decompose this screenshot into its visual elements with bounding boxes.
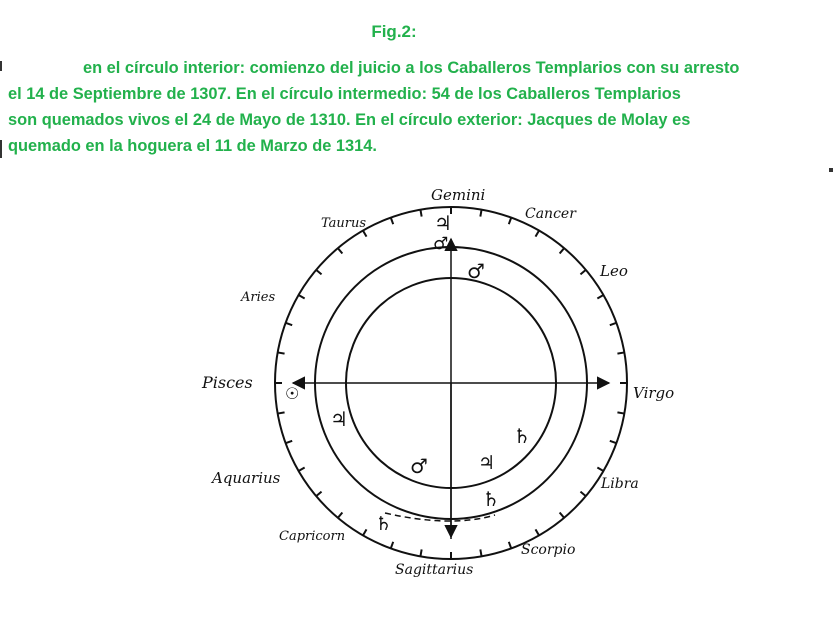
- outer-tick: [560, 512, 564, 517]
- outer-tick: [480, 549, 481, 556]
- sign-aquarius: Aquarius: [212, 469, 281, 487]
- sign-scorpio: Scorpio: [521, 542, 576, 558]
- outer-tick: [480, 210, 481, 217]
- outer-tick: [316, 270, 321, 274]
- outer-tick: [617, 352, 624, 353]
- caption-line-2: el 14 de Septiembre de 1307. En el círculo intermedio: 54 de los Caballeros Templarios: [8, 85, 681, 103]
- sign-cancer: Cancer: [525, 206, 576, 222]
- sign-sagittarius: Sagittarius: [395, 562, 474, 578]
- jupiter-icon: ♃: [478, 452, 496, 474]
- outer-tick: [363, 529, 367, 535]
- outer-tick: [580, 492, 585, 496]
- margin-mark: [0, 140, 2, 158]
- sign-pisces: Pisces: [202, 373, 253, 392]
- outer-tick: [597, 468, 603, 472]
- outer-tick: [610, 441, 617, 443]
- outer-tick: [278, 352, 285, 353]
- sign-taurus: Taurus: [321, 216, 367, 231]
- outer-tick: [391, 542, 393, 549]
- figure-title: Fig.2:: [371, 22, 417, 41]
- outer-tick: [338, 248, 342, 253]
- saturn-icon: ♄: [375, 513, 393, 535]
- zodiac-wheel: [197, 183, 679, 581]
- outer-tick: [420, 549, 421, 556]
- sign-capricorn: Capricorn: [279, 529, 346, 544]
- caption-line-1: en el círculo interior: comienzo del juicio a los Caballeros Templarios con su arresto: [83, 59, 740, 77]
- caption-line-4: quemado en la hoguera el 11 de Marzo de 1314.: [8, 137, 377, 155]
- outer-tick: [391, 218, 393, 225]
- outer-tick: [536, 231, 540, 237]
- sign-virgo: Virgo: [633, 384, 675, 402]
- caption-line-3: son quemados vivos el 24 de Mayo de 1310. En el círculo exterior: Jacques de Molay es: [8, 111, 691, 129]
- sun-icon: ☉: [285, 384, 300, 403]
- jupiter-icon: ♃: [330, 407, 348, 431]
- outer-tick: [536, 529, 540, 535]
- outer-tick: [363, 231, 367, 237]
- outer-tick: [338, 512, 342, 517]
- mars-icon: ♂: [410, 454, 428, 478]
- sign-leo: Leo: [600, 262, 628, 280]
- outer-tick: [316, 492, 321, 496]
- mars-icon: ♂: [467, 259, 485, 283]
- outer-tick: [278, 412, 285, 413]
- sign-libra: Libra: [601, 476, 639, 492]
- margin-mark: [829, 168, 833, 172]
- outer-tick: [420, 210, 421, 217]
- outer-tick: [286, 441, 293, 443]
- outer-tick: [509, 218, 511, 225]
- sign-gemini: Gemini: [431, 186, 486, 204]
- outer-tick: [286, 323, 293, 325]
- outer-tick: [617, 412, 624, 413]
- outer-tick: [597, 295, 603, 299]
- sign-aries: Aries: [241, 290, 276, 305]
- outer-tick: [610, 323, 617, 325]
- outer-tick: [299, 468, 305, 472]
- jupiter-icon: ♃: [434, 211, 452, 235]
- margin-mark: [0, 61, 2, 71]
- astrology-diagram: [197, 183, 679, 581]
- outer-tick: [560, 248, 564, 253]
- caption-paragraph: [8, 55, 833, 159]
- outer-tick: [299, 295, 305, 299]
- outer-tick: [580, 270, 585, 274]
- saturn-icon: ♄: [482, 487, 500, 511]
- outer-tick: [509, 542, 511, 549]
- saturn-icon: ♄: [513, 424, 531, 448]
- mars-icon: ♂: [433, 234, 449, 254]
